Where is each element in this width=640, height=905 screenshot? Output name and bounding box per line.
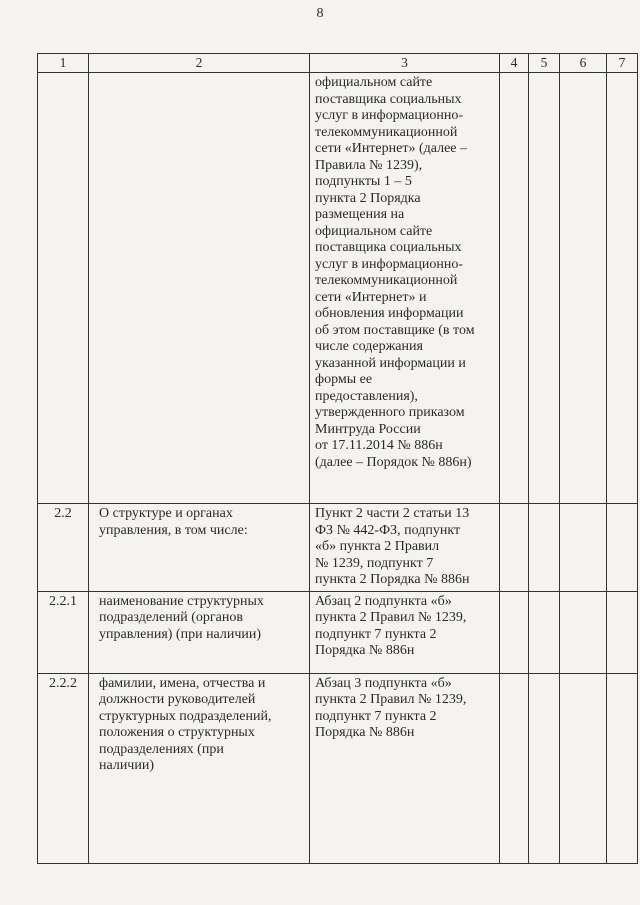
text-line: управления, в том числе: [99,522,248,538]
text-line: Минтруда России [315,421,421,437]
cell-col-7 [607,504,638,592]
cell-num: 2.2.2 [38,673,89,863]
cell-col-7 [607,673,638,863]
text-line: Абзац 2 подпункта «б» [315,593,452,609]
text-line: указанной информации и [315,355,466,371]
cell-num: 2.2 [38,504,89,592]
requirements-table [37,53,638,864]
cell-num [38,73,89,504]
header-col-4: 4 [500,54,529,73]
table-row [38,504,638,592]
cell-name [89,504,310,592]
text-line: обновления информации [315,306,464,321]
text-line: утвержденного приказом [315,405,465,420]
text-line: услуг в информационно- [315,256,464,272]
text-line: поставщика социальных [315,91,462,107]
cell-basis [310,504,500,592]
cell-name [89,73,310,504]
cell-col-7 [607,73,638,504]
text-line: управления) (при наличии) [99,626,262,642]
name-lines [99,676,305,775]
table-row [38,673,638,863]
table-header-row [38,54,638,73]
cell-col-4 [500,504,529,592]
text-line: предоставления), [315,388,418,404]
text-line: О структуре и органах [99,506,233,521]
basis-lines [315,75,495,471]
text-line: Абзац 3 подпункта «б» [315,675,452,691]
text-line: наличии) [99,758,154,773]
text-line: подразделений (органов [99,610,243,625]
cell-col-5 [529,591,560,673]
basis-lines [315,676,495,742]
cell-basis [310,673,500,863]
cell-col-5 [529,673,560,863]
basis-lines [315,506,495,589]
cell-col-4 [500,591,529,673]
text-line: наименование структурных [99,593,264,609]
cell-col-7 [607,591,638,673]
header-col-7: 7 [607,54,638,73]
cell-col-6 [560,591,607,673]
text-line: структурных подразделений, [99,708,272,724]
text-line: подпункт 7 пункта 2 [315,626,437,642]
text-line: Порядка № 886н [315,725,415,740]
text-line: об этом поставщике (в том [315,322,475,338]
cell-name [89,673,310,863]
name-lines [99,594,305,644]
text-line: пункта 2 Порядка [315,190,421,206]
text-line: формы ее [315,372,373,387]
header-col-6: 6 [560,54,607,73]
text-line: фамилии, имена, отчества и [99,675,266,691]
cell-basis [310,591,500,673]
cell-col-4 [500,73,529,504]
text-line: ФЗ № 442-ФЗ, подпункт [315,522,461,538]
text-line: пункта 2 Порядка № 886н [315,572,470,587]
header-col-3: 3 [310,54,500,73]
text-line: пункта 2 Правил № 1239, [315,692,467,707]
cell-col-6 [560,673,607,863]
text-line: подпункт 7 пункта 2 [315,708,437,724]
cell-num: 2.2.1 [38,591,89,673]
cell-basis [310,73,500,504]
text-line: телекоммуникационной [315,273,458,288]
cell-col-5 [529,504,560,592]
text-line: Порядка № 886н [315,643,415,658]
text-line: поставщика социальных [315,240,462,255]
text-line: положения о структурных [99,725,255,740]
cell-name [89,591,310,673]
cell-col-6 [560,504,607,592]
text-line: числе содержания [315,339,423,354]
cell-col-6 [560,73,607,504]
text-line: сети «Интернет» (далее – [315,141,468,156]
header-col-2: 2 [89,54,310,73]
text-line: Пункт 2 части 2 статьи 13 [315,506,470,521]
text-line: подразделениях (при [99,741,224,757]
text-line: Правила № 1239), [315,157,423,173]
text-line: сети «Интернет» и [315,289,427,305]
text-line: № 1239, подпункт 7 [315,555,434,571]
text-line: пункта 2 Правил № 1239, [315,610,467,625]
text-line: «б» пункта 2 Правил [315,539,440,554]
header-col-5: 5 [529,54,560,73]
table-row-continuation [38,73,638,504]
table-row [38,591,638,673]
text-line: услуг в информационно- [315,108,464,123]
page-number: 8 [316,6,324,21]
cell-col-4 [500,673,529,863]
text-line: подпункты 1 – 5 [315,174,412,189]
basis-lines [315,594,495,660]
text-line: размещения на [315,207,405,222]
text-line: телекоммуникационной [315,124,458,140]
text-line: должности руководителей [99,692,256,707]
text-line: официальном сайте [315,75,433,90]
header-col-1: 1 [38,54,89,73]
text-line: официальном сайте [315,223,433,239]
text-line: (далее – Порядок № 886н) [315,454,472,470]
text-line: от 17.11.2014 № 886н [315,438,443,453]
cell-col-5 [529,73,560,504]
name-lines [99,506,305,539]
